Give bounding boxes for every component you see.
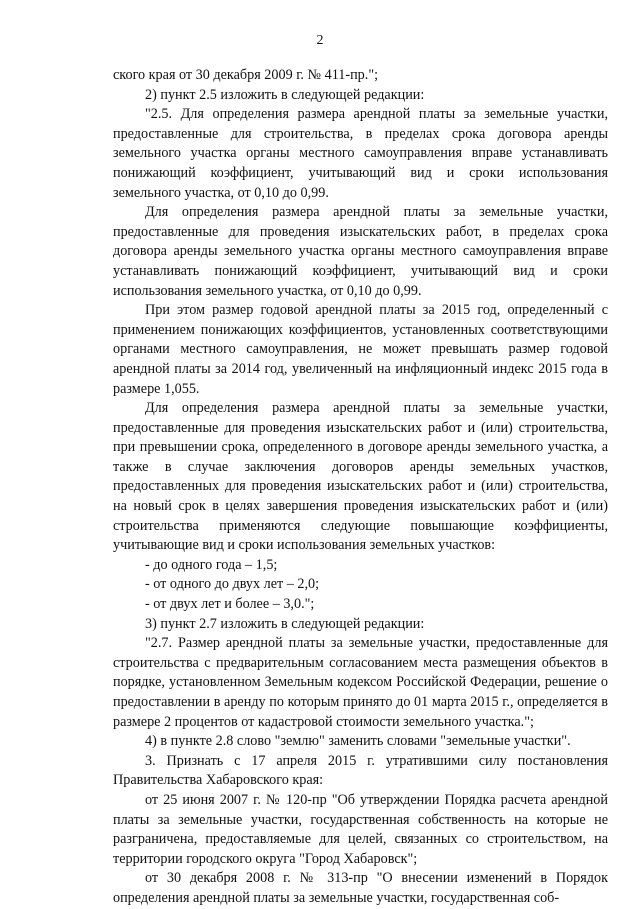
paragraph-item-4: 4) в пункте 2.8 слово "землю" заменить словами "земельные участки". — [145, 733, 571, 750]
list-item-coefficient-2: - от одного до двух лет – 2,0; — [145, 576, 320, 593]
paragraph-item-3: 3) пункт 2.7 изложить в следующей редакции: — [145, 615, 425, 632]
paragraph-resolution-2007: от 25 июня 2007 г. № 120-пр "Об утверждении Порядка расчета арендной платы за земельные участки, государственная собственность на которые не разграничена, предоставляемые для целей, связанных со строительством, на территории городского округа "Город Хабаровск"; — [113, 791, 608, 867]
paragraph-clause-2-7: "2.7. Размер арендной платы за земельные участки, предоставленные для строительства с предварительным согласованием места размещения объектов в порядке, установленном Земельным кодексом Российской Федерации, решение о предоставлении в аренду по которым принято до 01 марта 2015 г., определяется в размере 2 процентов от кадастровой стоимости земельного участка."; — [113, 635, 608, 730]
document-body — [113, 66, 608, 909]
list-item-coefficient-3: - от двух лет и более – 3,0."; — [145, 596, 315, 613]
paragraph-resolution-2008: от 30 декабря 2008 г. № 313-пр "О внесении изменений в Порядок определения арендной платы за земельные участки, государственная соб- — [113, 870, 608, 906]
paragraph-clause-2-5: "2.5. Для определения размера арендной платы за земельные участки, предоставленные для строительства, в пределах срока договора аренды земельного участка органы местного самоуправления вправе устанавливать понижающий коэффициент, учитывающий вид и сроки использования земельного участка, от 0,10 до 0,99. — [113, 106, 608, 201]
paragraph-increasing-coefficients: Для определения размера арендной платы за земельные участки, предоставленные для проведения изыскательских работ и (или) строительства, при превышении срока, определенного в договоре аренды земельного участка, а также в случае заключения договоров аренды земельных участков, предоставленных для проведения изыскательских работ и (или) строительства, на новый срок в целях завершения проведения изыскательских работ и (или) строительства применяются следующие повышающие коэффициенты, учитывающие вид и сроки использования земельных участков: — [113, 400, 608, 554]
paragraph-survey-works: Для определения размера арендной платы за земельные участки, предоставленные для проведения изыскательских работ, в пределах срока договора аренды земельного участка органы местного самоуправления вправе устанавливать понижающий коэффициент, учитывающий вид и сроки использования земельного участка, от 0,10 до 0,99. — [113, 204, 608, 299]
page-number: 2 — [316, 33, 324, 48]
list-item-coefficient-1: - до одного года – 1,5; — [145, 556, 278, 573]
paragraph-section-3: 3. Признать с 17 апреля 2015 г. утратившими силу постановления Правительства Хабаровского края: — [113, 752, 608, 789]
paragraph-item-2: 2) пункт 2.5 изложить в следующей редакции: — [145, 86, 425, 103]
paragraph-continuation: ского края от 30 декабря 2009 г. № 411-пр."; — [113, 67, 379, 83]
paragraph-annual-rent-2015: При этом размер годовой арендной платы за 2015 год, определенный с применением понижающих коэффициентов, установленных соответствующими органами местного самоуправления, не может превышать размер годовой арендной платы за 2014 год, увеличенный на инфляционный индекс 2015 года в размере 1,055. — [113, 302, 608, 397]
